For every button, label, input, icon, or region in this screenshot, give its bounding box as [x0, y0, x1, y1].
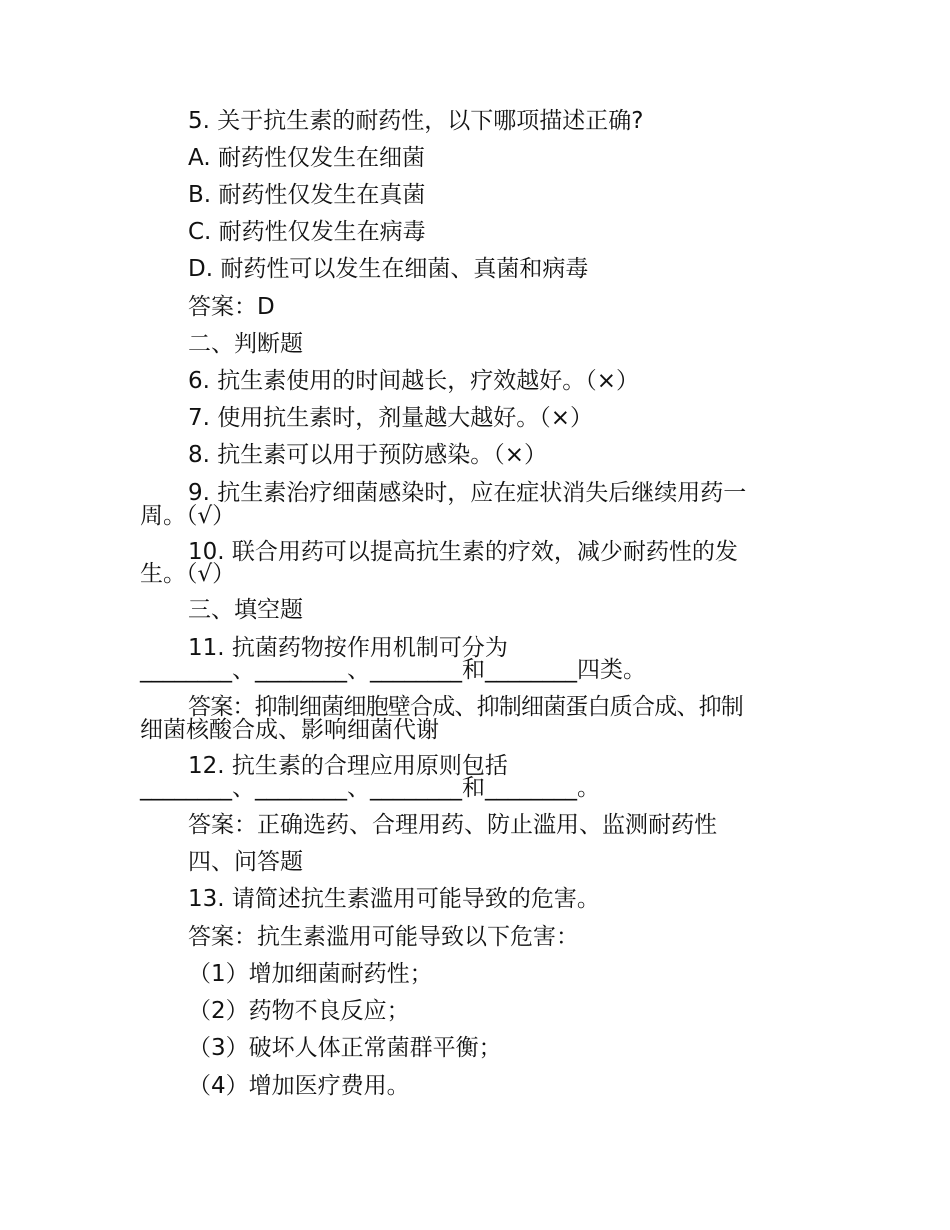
answer-13-intro: 答案：抗生素滥用可能导致以下危害：: [188, 924, 579, 950]
question-7: 7. 使用抗生素时，剂量越大越好。（×）: [188, 405, 594, 431]
question-10-line-1: 10. 联合用药可以提高抗生素的疗效，减少耐药性的发: [188, 539, 738, 565]
question-6: 6. 抗生素使用的时间越长，疗效越好。（×）: [188, 368, 640, 394]
option-d: D. 耐药性可以发生在细菌、真菌和病毒: [188, 256, 589, 282]
option-a: A. 耐药性仅发生在细菌: [188, 145, 425, 171]
question-11-line-1: 11. 抗菌药物按作用机制可分为: [188, 635, 508, 661]
section-heading-short-answer: 四、问答题: [188, 849, 303, 875]
question-12-line-2: ________、________、________和________。: [140, 775, 600, 801]
option-b: B. 耐药性仅发生在真菌: [188, 182, 426, 208]
answer-13-item: （3）破坏人体正常菌群平衡；: [188, 1035, 502, 1061]
section-heading-fill-in: 三、填空题: [188, 597, 303, 623]
answer-13-item: （1）增加细菌耐药性；: [188, 961, 433, 987]
question-9-line-1: 9. 抗生素治疗细菌感染时，应在症状消失后继续用药一: [188, 480, 747, 506]
answer-11-line-2: 细菌核酸合成、影响细菌代谢: [140, 717, 439, 743]
question-13: 13. 请简述抗生素滥用可能导致的危害。: [188, 886, 600, 912]
answer-11-line-1: 答案：抑制细菌细胞壁合成、抑制细菌蛋白质合成、抑制: [188, 694, 744, 720]
question-12-line-1: 12. 抗生素的合理应用原则包括: [188, 753, 508, 779]
section-heading-true-false: 二、判断题: [188, 331, 303, 357]
option-c: C. 耐药性仅发生在病毒: [188, 219, 426, 245]
answer-5: 答案：D: [188, 294, 275, 320]
question-8: 8. 抗生素可以用于预防感染。（×）: [188, 442, 548, 468]
answer-13-item: （2）药物不良反应；: [188, 998, 410, 1024]
answer-13-item: （4）增加医疗费用。: [188, 1073, 410, 1099]
question-9-line-2: 周。（√）: [140, 503, 236, 529]
question-5: 5. 关于抗生素的耐药性，以下哪项描述正确?: [188, 108, 644, 134]
question-10-line-2: 生。（√）: [140, 561, 236, 587]
answer-12: 答案：正确选药、合理用药、防止滥用、监测耐药性: [188, 812, 717, 838]
question-11-line-2: ________、________、________和________四类。: [140, 657, 646, 683]
